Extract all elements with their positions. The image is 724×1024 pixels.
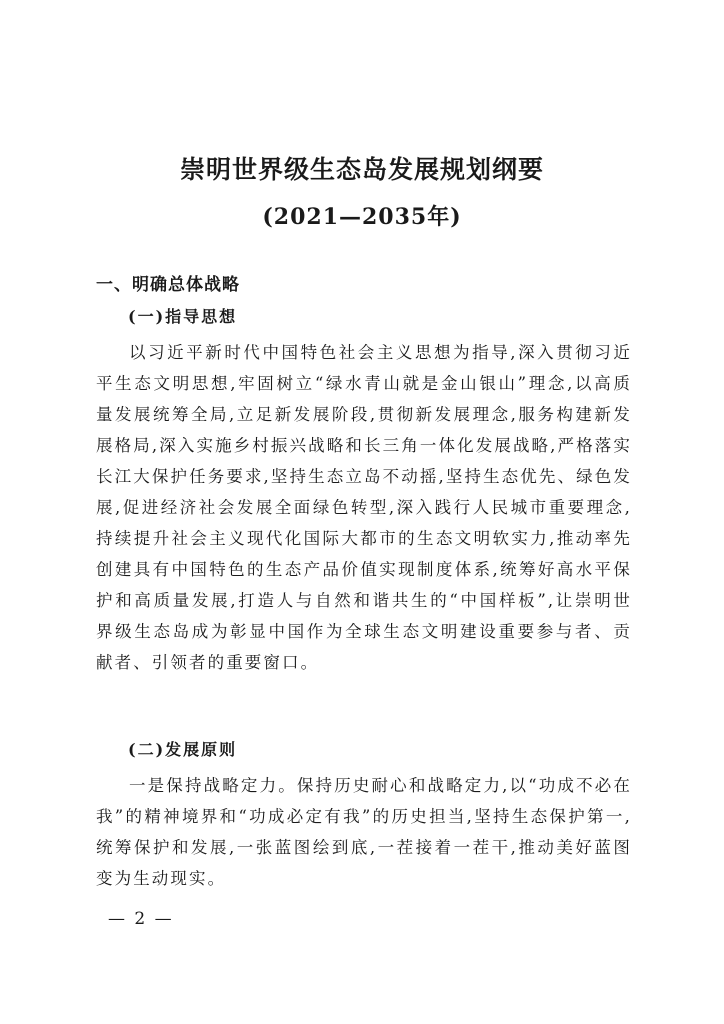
page-number: — 2 — <box>108 909 174 929</box>
section-heading: 一、明确总体战略 <box>96 275 240 295</box>
subsection-heading-principles: (二)发展原则 <box>128 740 238 759</box>
paragraph-principles: 一是保持战略定力。保持历史耐心和战略定力,以“功成不必在我”的精神境界和“功成必定有我”的历史担当,坚持生态保护第一,统筹保护和发展,一张蓝图绘到底,一茬接着一茬干,推动美好蓝图变为生动现实。 <box>96 776 632 888</box>
paragraph-guiding-ideology: 以习近平新时代中国特色社会主义思想为指导,深入贯彻习近平生态文明思想,牢固树立“绿水青山就是金山银山”理念,以高质量发展统筹全局,立足新发展阶段,贯彻新发展理念,服务构建新发展格局,深入实施乡村振兴战略和长三角一体化发展战略,严格落实长江大保护任务要求,坚持生态立岛不动摇,坚持生态优先、绿色发展,促进经济社会发展全面绿色转型,深入践行人民城市重要理念,持续提升社会主义现代化国际大都市的生态文明软实力,推动率先创建具有中国特色的生态产品价值实现制度体系,统筹好高水平保护和高质量发展,打造人与自然和谐共生的“中国样板”,让崇明世界级生态岛成为彰显中国作为全球生态文明建设重要参与者、贡献者、引领者的重要窗口。 <box>96 343 632 672</box>
subsection-heading-guiding-ideology: (一)指导思想 <box>128 307 238 326</box>
document-title: 崇明世界级生态岛发展规划纲要 <box>179 155 544 184</box>
document-subtitle: (2021—2035年) <box>262 204 462 230</box>
